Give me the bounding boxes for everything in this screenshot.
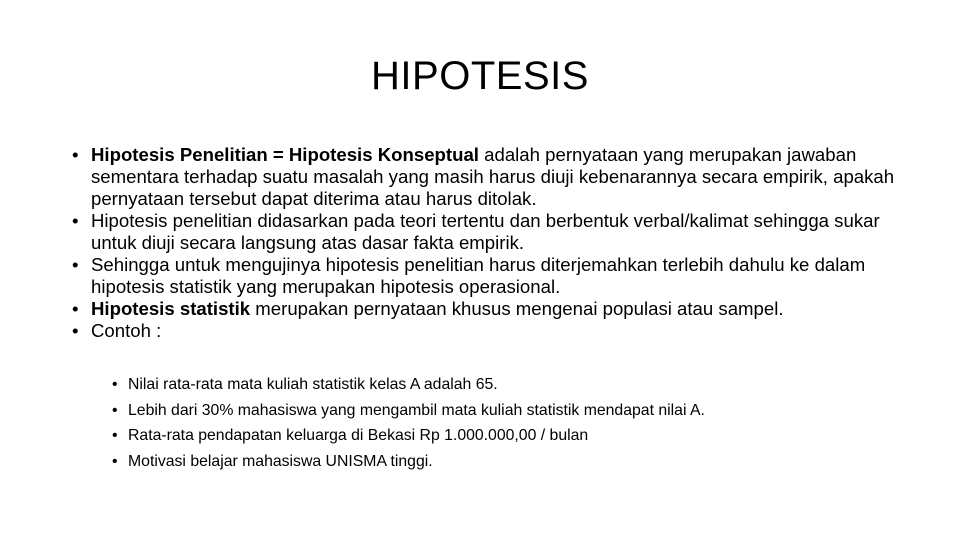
bullet-text: adalah pernyataan yang merupakan jawaban sementara terhadap suatu masalah yang masih harus diuji kebenarannya secara empirik, apakah pernyataan tersebut dapat diterima atau harus ditolak. — [91, 144, 895, 209]
bullet-bold-text: Hipotesis statistik — [91, 298, 251, 319]
bullet-text: Sehingga untuk mengujinya hipotesis penelitian harus diterjemahkan terlebih dahulu ke dalam hipotesis statistik yang merupakan hipotesis operasional. — [91, 254, 866, 297]
bullet-text: Hipotesis penelitian didasarkan pada teori tertentu dan berbentuk verbal/kalimat sehingga sukar untuk diuji secara langsung atas dasar fakta empirik. — [91, 210, 880, 253]
bullet-item — [72, 298, 908, 320]
bullet-item — [72, 320, 908, 342]
bullet-item — [72, 254, 908, 298]
example-list — [112, 372, 902, 474]
bullet-item — [72, 210, 908, 254]
example-item: • Lebih dari 30% mahasiswa yang mengambil mata kuliah statistik mendapat nilai A. — [112, 398, 902, 424]
slide-title: HIPOTESIS — [371, 54, 589, 98]
example-item: • Rata-rata pendapatan keluarga di Bekasi Rp 1.000.000,00 / bulan — [112, 423, 902, 449]
bullet-item — [72, 144, 908, 210]
bullet-text: merupakan pernyataan khusus mengenai populasi atau sampel. — [250, 298, 784, 319]
bullet-bold-text: Hipotesis Penelitian = Hipotesis Konseptual — [91, 144, 479, 165]
example-item: • Nilai rata-rata mata kuliah statistik kelas A adalah 65. — [112, 372, 902, 398]
example-item: • Motivasi belajar mahasiswa UNISMA tinggi. — [112, 449, 902, 475]
bullet-text: Contoh : — [91, 320, 162, 341]
bullet-list — [72, 144, 908, 342]
